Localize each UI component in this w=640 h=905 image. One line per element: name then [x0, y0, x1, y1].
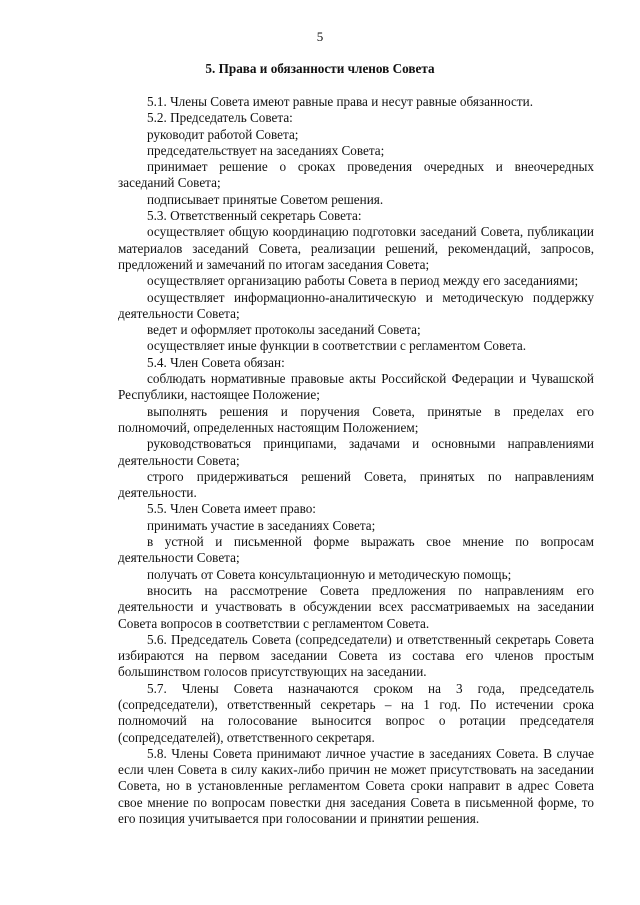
paragraph-5-5: 5.5. Член Совета имеет право:	[147, 501, 316, 517]
paragraph-5-1: 5.1. Члены Совета имеют равные права и несут равные обязанности.	[147, 94, 533, 109]
list-item: принимает решение о сроках проведения очередных и внеочередных заседаний Совета;	[118, 159, 594, 191]
list-item: руководствоваться принципами, задачами и основными направлениями деятельности Совета;	[118, 436, 594, 468]
list-item: ведет и оформляет протоколы заседаний Совета;	[147, 322, 421, 338]
section-heading: 5. Права и обязанности членов Совета	[205, 61, 435, 76]
paragraph-5-3: 5.3. Ответственный секретарь Совета:	[147, 208, 362, 224]
paragraph-5-8: 5.8. Члены Совета принимают личное участие в заседаниях Совета. В случае если член Совета в силу каких-либо причин не может присутствовать на заседании Совета, но в установленные регламентом Совета сроки направит в адрес Совета свое мнение по вопросам повестки дня заседания Совета в письменной форме, то его позиция учитывается при голосовании и принятии решения.	[118, 745, 594, 827]
list-item: осуществляет информационно-аналитическую и методическую поддержку деятельности Совета;	[118, 289, 594, 321]
list-item: председательствует на заседаниях Совета;	[147, 142, 385, 158]
list-item: подписывает принятые Советом решения.	[147, 191, 384, 207]
list-item: получать от Совета консультационную и методическую помощь;	[147, 566, 512, 582]
paragraph-5-6: 5.6. Председатель Совета (сопредседатели) и ответственный секретарь Совета избираются на первом заседании Совета из состава его членов простым большинством голосов присутствующих на заседании.	[118, 631, 594, 680]
list-item: соблюдать нормативные правовые акты Российской Федерации и Чувашской Республики, настоящее Положение;	[118, 371, 594, 403]
list-item: осуществляет иные функции в соответствии с регламентом Совета.	[147, 338, 527, 354]
list-item: осуществляет общую координацию подготовки заседаний Совета, публикации материалов заседаний Совета, реализации решений, рекомендаций, запросов, предложений и замечаний по итогам заседания Совета;	[118, 224, 594, 272]
section-body	[118, 94, 594, 827]
paragraph-5-2: 5.2. Председатель Совета:	[147, 110, 293, 126]
page-number: 5	[316, 29, 324, 44]
list-item: осуществляет организацию работы Совета в период между его заседаниями;	[147, 273, 579, 289]
paragraph-5-7: 5.7. Члены Совета назначаются сроком на 3 года, председатель (сопредседатели), ответственный секретарь – на 1 год. По истечении срока полномочий на голосование выносится вопрос о ротации председателя (сопредседателей), ответственного секретаря.	[118, 680, 594, 745]
list-item: вносить на рассмотрение Совета предложения по направлениям его деятельности и участвовать в обсуждении всех рассматриваемых на заседании Совета вопросов в соответствии с регламентом Совета.	[118, 582, 594, 631]
list-item: строго придерживаться решений Совета, принятых по направлениям деятельности.	[118, 468, 594, 501]
paragraph-5-4: 5.4. Член Совета обязан:	[147, 354, 285, 370]
list-item: выполнять решения и поручения Совета, принятые в пределах его полномочий, определенных настоящим Положением;	[118, 403, 594, 435]
list-item: руководит работой Совета;	[147, 126, 299, 142]
list-item: принимать участие в заседаниях Совета;	[147, 517, 376, 533]
list-item: в устной и письменной форме выражать свое мнение по вопросам деятельности Совета;	[118, 534, 594, 566]
